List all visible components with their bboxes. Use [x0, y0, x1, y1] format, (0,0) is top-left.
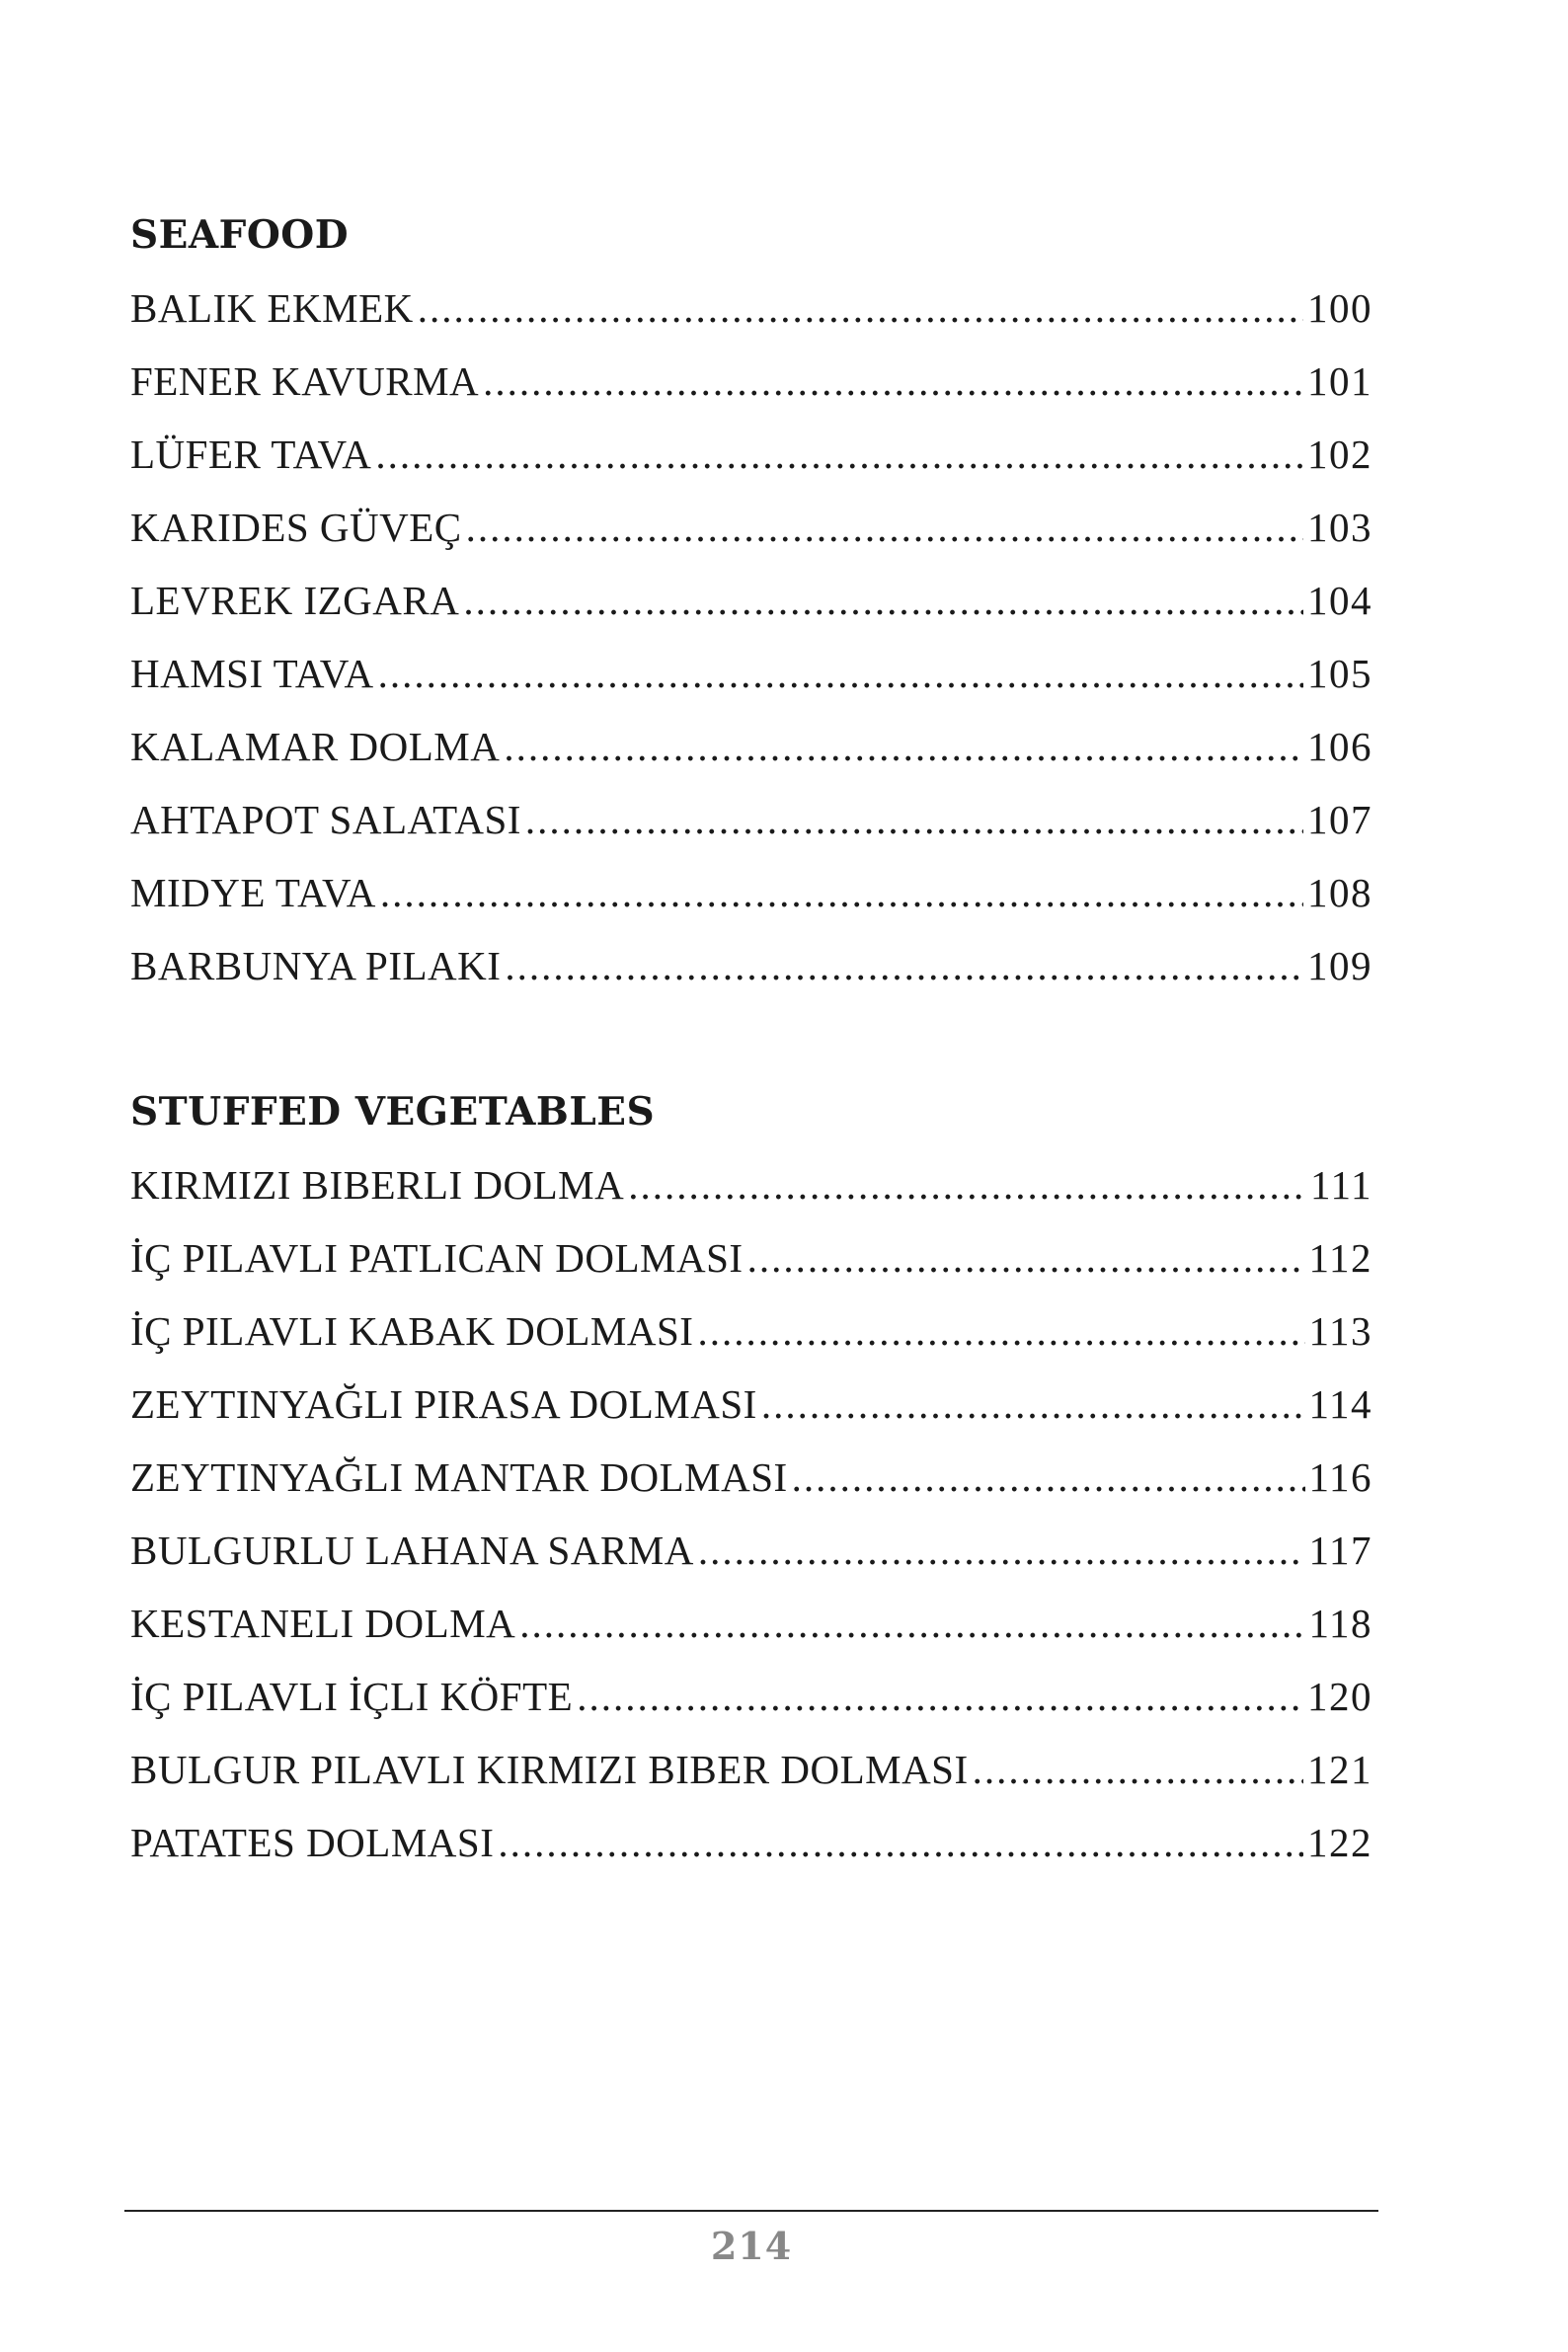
toc-entry[interactable]	[130, 648, 1372, 721]
dot-leader	[761, 1378, 1305, 1430]
toc-entry-title: PATATES DOLMASI	[130, 1820, 495, 1865]
dot-leader	[498, 1817, 1303, 1868]
dot-leader	[525, 794, 1303, 845]
toc-entry-page: 105	[1307, 651, 1372, 696]
toc-entry-page: 116	[1308, 1454, 1372, 1500]
toc-entry[interactable]	[130, 1451, 1372, 1525]
toc-entry-page: 109	[1307, 943, 1372, 988]
toc-entry-title: LÜFER TAVA	[130, 431, 372, 477]
dot-leader	[375, 429, 1303, 480]
dot-leader	[519, 1598, 1304, 1649]
toc-entry-title: BULGURLU LAHANA SARMA	[130, 1528, 694, 1573]
toc-entry[interactable]	[130, 1525, 1372, 1598]
toc-entry-page: 121	[1307, 1747, 1372, 1792]
page-number: 214	[710, 2224, 793, 2268]
toc-entry[interactable]	[130, 721, 1372, 794]
toc-entry-title: MIDYE TAVA	[130, 870, 376, 915]
toc-entry-page: 101	[1307, 358, 1372, 404]
toc-entry-page: 107	[1307, 797, 1372, 842]
dot-leader	[504, 721, 1303, 772]
toc-entry-title: ZEYTINYAĞLI MANTAR DOLMASI	[130, 1454, 788, 1500]
toc-entry[interactable]	[130, 575, 1372, 648]
toc-entry-title: HAMSI TAVA	[130, 651, 374, 696]
dot-leader	[577, 1671, 1303, 1722]
toc-entry-page: 118	[1308, 1601, 1372, 1646]
toc-entry[interactable]	[130, 1305, 1372, 1378]
dot-leader	[973, 1744, 1303, 1795]
toc-entry[interactable]	[130, 282, 1372, 355]
dot-leader	[380, 867, 1303, 918]
toc-entry-page: 113	[1308, 1308, 1372, 1354]
toc-entry-title: LEVREK IZGARA	[130, 578, 460, 623]
toc-entry[interactable]	[130, 867, 1372, 940]
toc-entry-title: KESTANELI DOLMA	[130, 1601, 516, 1646]
toc-entry-page: 117	[1308, 1528, 1372, 1573]
toc-entry[interactable]	[130, 794, 1372, 867]
dot-leader	[697, 1305, 1304, 1357]
toc-entry-title: AHTAPOT SALATASI	[130, 797, 521, 842]
dot-leader	[628, 1159, 1306, 1211]
toc-entry-title: KALAMAR DOLMA	[130, 724, 501, 769]
dot-leader	[466, 502, 1303, 553]
toc-entry-page: 120	[1307, 1674, 1372, 1719]
dot-leader	[505, 940, 1303, 991]
toc-entry-page: 111	[1310, 1162, 1372, 1208]
dot-leader	[418, 282, 1303, 334]
toc-entry-page: 104	[1307, 578, 1372, 623]
toc-entry-title: BULGUR PILAVLI KIRMIZI BIBER DOLMASI	[130, 1747, 969, 1792]
toc-entry-page: 106	[1307, 724, 1372, 769]
section-heading: SEAFOOD	[130, 212, 350, 258]
toc-entry-title: BALIK EKMEK	[130, 285, 414, 331]
toc-entry-page: 112	[1308, 1235, 1372, 1281]
toc-entry[interactable]	[130, 940, 1372, 1013]
toc-entry-page: 100	[1307, 285, 1372, 331]
toc-section-stuffed-vegetables	[130, 1086, 1372, 1890]
toc-entry[interactable]	[130, 355, 1372, 429]
toc-list	[130, 282, 1372, 1013]
footer-divider	[124, 2210, 1378, 2212]
toc-entry-page: 122	[1307, 1820, 1372, 1865]
toc-entry-title: KARIDES GÜVEÇ	[130, 505, 462, 550]
toc-entry-title: BARBUNYA PILAKI	[130, 943, 502, 988]
toc-entry-title: İÇ PILAVLI PATLICAN DOLMASI	[130, 1235, 744, 1281]
toc-entry-page: 108	[1307, 870, 1372, 915]
toc-entry-title: KIRMIZI BIBERLI DOLMA	[130, 1162, 625, 1208]
toc-entry-page: 103	[1307, 505, 1372, 550]
toc-section-seafood	[130, 209, 1372, 1013]
toc-entry-title: ZEYTINYAĞLI PIRASA DOLMASI	[130, 1381, 757, 1427]
dot-leader	[698, 1525, 1305, 1576]
toc-entry[interactable]	[130, 1671, 1372, 1744]
section-heading: STUFFED VEGETABLES	[130, 1089, 656, 1135]
dot-leader	[747, 1232, 1305, 1284]
toc-entry[interactable]	[130, 1817, 1372, 1890]
toc-entry[interactable]	[130, 1159, 1372, 1232]
toc-entry[interactable]	[130, 1744, 1372, 1817]
toc-entry-page: 102	[1307, 431, 1372, 477]
toc-entry-title: İÇ PILAVLI KABAK DOLMASI	[130, 1308, 694, 1354]
toc-entry[interactable]	[130, 1232, 1372, 1305]
dot-leader	[792, 1451, 1305, 1503]
dot-leader	[463, 575, 1303, 626]
toc-entry[interactable]	[130, 502, 1372, 575]
toc-entry-page: 114	[1308, 1381, 1372, 1427]
toc-entry-title: İÇ PILAVLI İÇLI KÖFTE	[130, 1674, 574, 1719]
toc-entry-title: FENER KAVURMA	[130, 358, 480, 404]
dot-leader	[378, 648, 1303, 699]
toc-list	[130, 1159, 1372, 1890]
dot-leader	[483, 355, 1303, 407]
toc-entry[interactable]	[130, 1378, 1372, 1451]
toc-entry[interactable]	[130, 429, 1372, 502]
toc-entry[interactable]	[130, 1598, 1372, 1671]
